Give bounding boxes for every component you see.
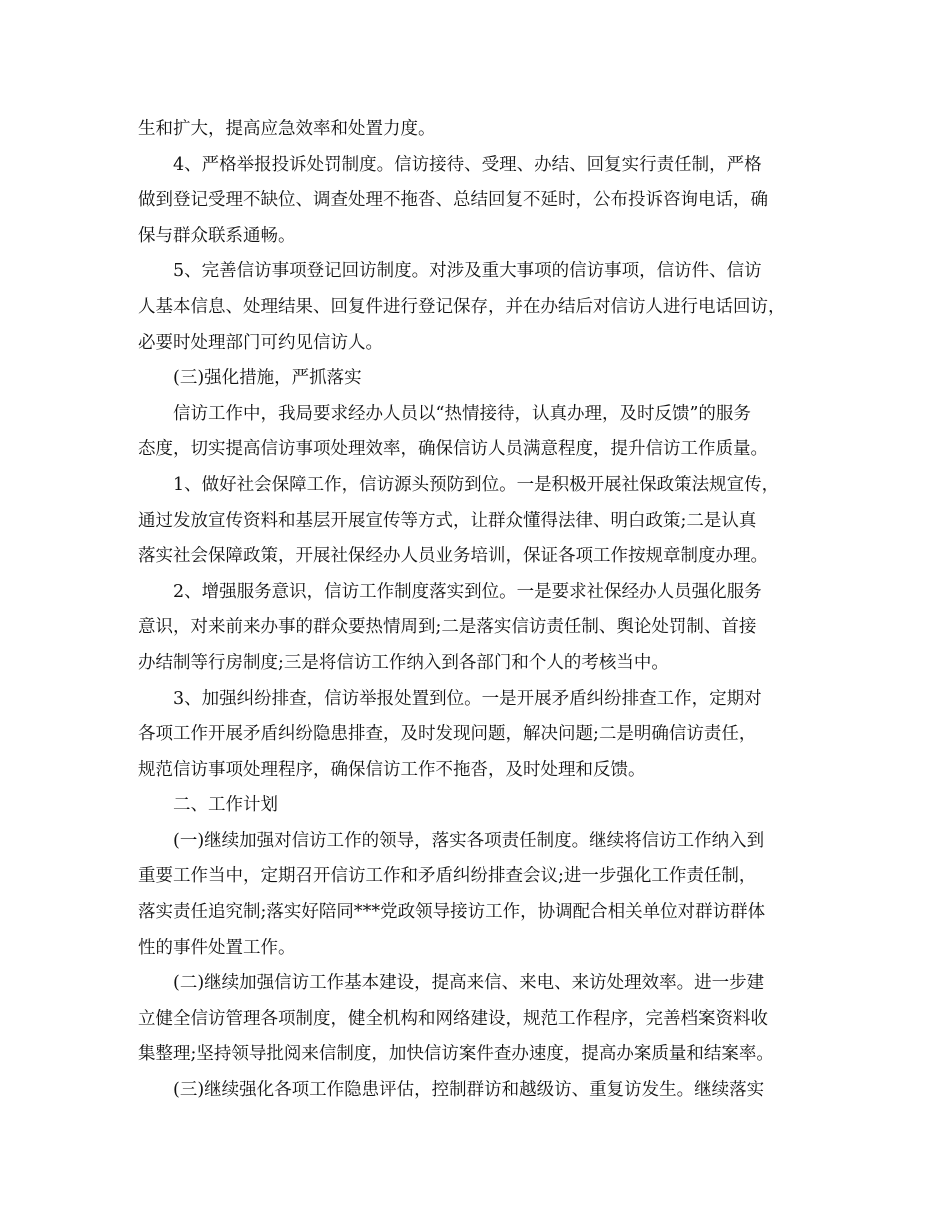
text-line: 二、工作计划 — [173, 795, 278, 816]
text-line: 意识，对来前来办事的群众要热情周到;二是落实信访责任制、舆论处罚制、首接 — [138, 617, 757, 638]
text-line: 通过发放宣传资料和基层开展宣传等方式，让群众懂得法律、明白政策;二是认真 — [138, 510, 757, 531]
text-line: 办结制等行房制度;三是将信访工作纳入到各部门和个人的考核当中。 — [138, 652, 669, 673]
text-line: 各项工作开展矛盾纠纷隐患排查，及时发现问题，解决问题;二是明确信访责任， — [138, 724, 757, 745]
text-line: 1、做好社会保障工作，信访源头预防到位。一是积极开展社保政策法规宣传， — [173, 474, 780, 495]
text-line: 落实社会保障政策，开展社保经办人员业务培训，保证各项工作按规章制度办理。 — [138, 546, 768, 567]
text-line: 集整理;坚持领导批阅来信制度，加快信访案件查办速度，提高办案质量和结案率。 — [138, 1044, 774, 1065]
text-line: 信访工作中，我局要求经办人员以“热情接待，认真办理，及时反馈”的服务 — [173, 403, 751, 424]
text-line: (二)继续加强信访工作基本建设，提高来信、来电、来访处理效率。进一步建 — [173, 973, 765, 994]
text-line: 必要时处理部门可约见信访人。 — [138, 332, 383, 353]
text-line: (三)继续强化各项工作隐患评估，控制群访和越级访、重复访发生。继续落实 — [173, 1080, 765, 1101]
text-line: 态度，切实提高信访事项处理效率，确保信访人员满意程度，提升信访工作质量。 — [138, 439, 768, 460]
text-line: 5、完善信访事项登记回访制度。对涉及重大事项的信访事项，信访件、信访 — [173, 261, 762, 282]
text-line: 性的事件处置工作。 — [138, 937, 296, 958]
text-line: 立健全信访管理各项制度，健全机构和网络建设，规范工作程序，完善档案资料收 — [138, 1008, 768, 1029]
text-line: (一)继续加强对信访工作的领导，落实各项责任制度。继续将信访工作纳入到 — [173, 830, 765, 851]
text-line: 4、严格举报投诉处罚制度。信访接待、受理、办结、回复实行责任制，严格 — [173, 154, 762, 175]
text-line: 人基本信息、处理结果、回复件进行登记保存，并在办结后对信访人进行电话回访， — [138, 296, 786, 317]
text-line: 落实责任追究制;落实好陪同***党政领导接访工作，协调配合相关单位对群访群体 — [138, 902, 766, 923]
text-line: 生和扩大，提高应急效率和处置力度。 — [138, 119, 436, 139]
text-line: 保与群众联系通畅。 — [138, 225, 296, 246]
text-line: (三)强化措施，严抓落实 — [173, 368, 362, 389]
text-line: 重要工作当中，定期召开信访工作和矛盾纠纷排查会议;进一步强化工作责任制， — [138, 866, 757, 887]
text-line: 2、增强服务意识，信访工作制度落实到位。一是要求社保经办人员强化服务 — [173, 581, 762, 602]
text-line: 规范信访事项处理程序，确保信访工作不拖沓，及时处理和反馈。 — [138, 759, 646, 780]
document-body — [138, 112, 828, 1109]
text-line: 3、加强纠纷排查，信访举报处置到位。一是开展矛盾纠纷排查工作，定期对 — [173, 688, 762, 709]
text-line: 做到登记受理不缺位、调查处理不拖沓、总结回复不延时，公布投诉咨询电话，确 — [138, 190, 768, 211]
